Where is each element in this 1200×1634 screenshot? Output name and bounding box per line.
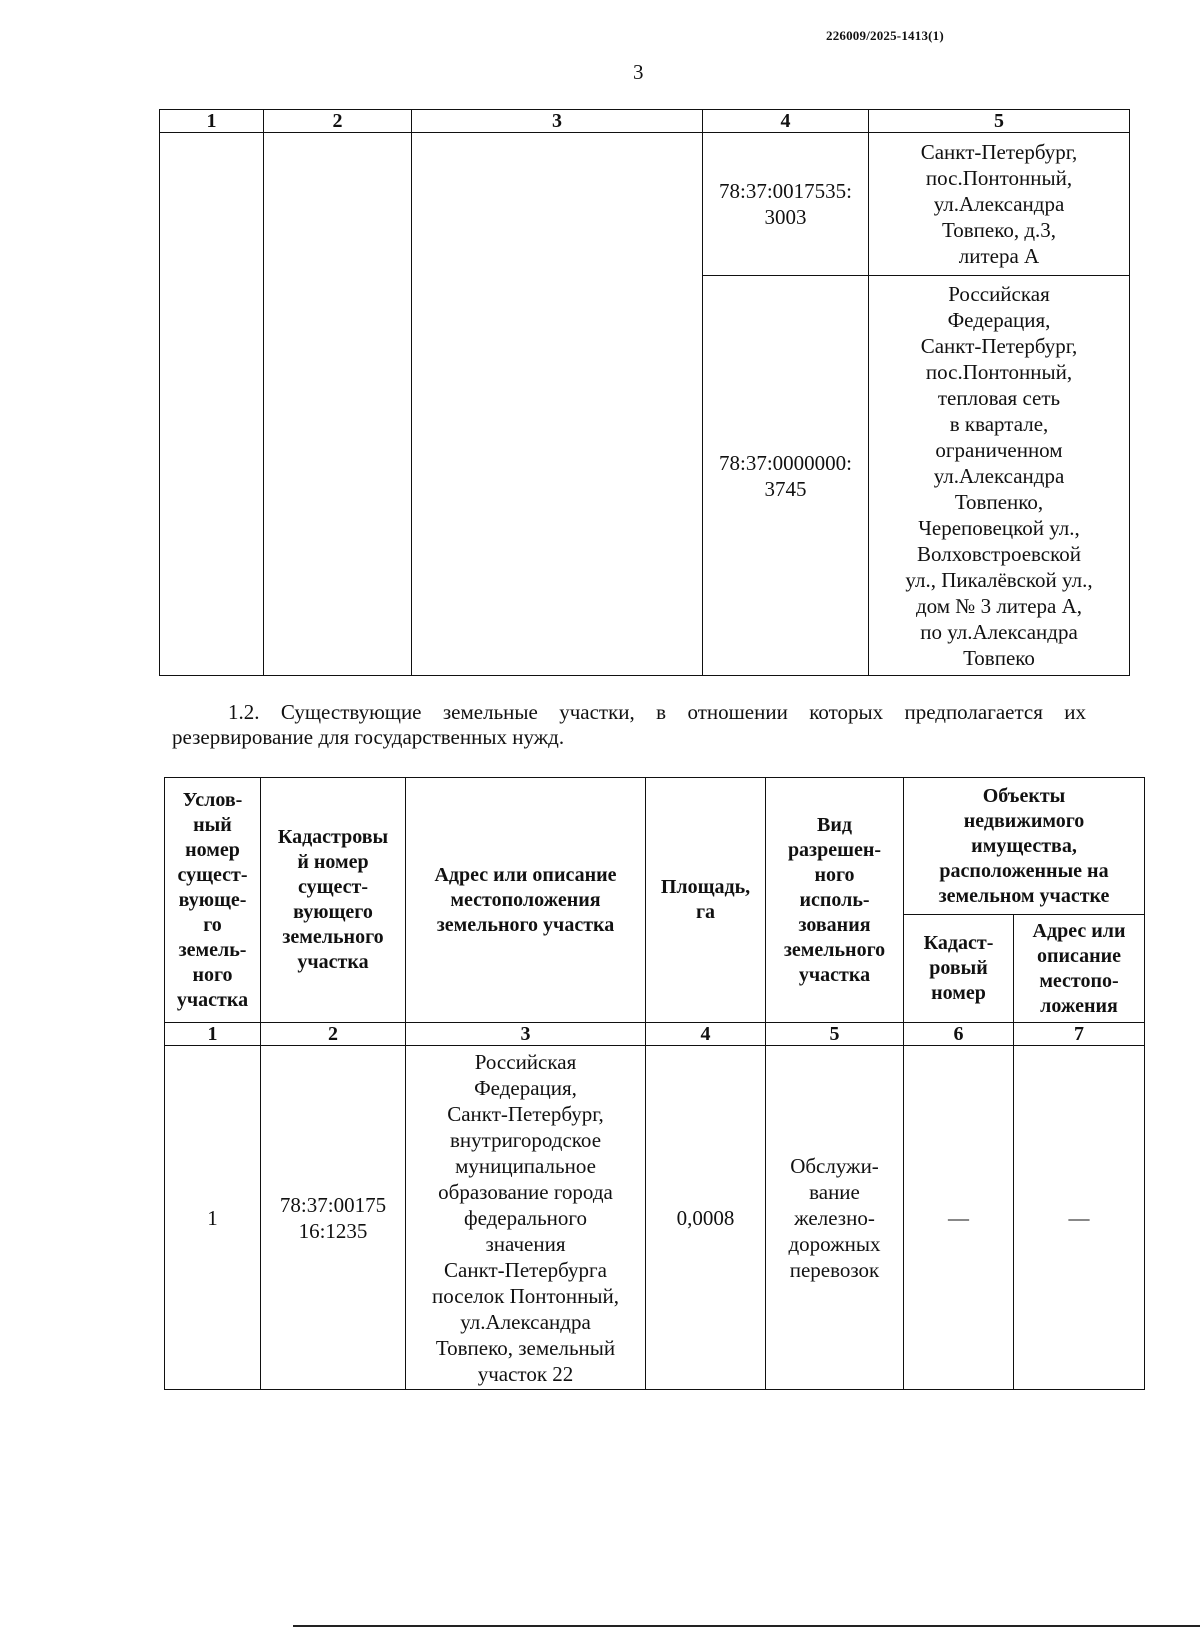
address-cell: Российская Федерация, Санкт-Петербург, пос.Понтонный, тепловая сеть в квартале, ограниченном ул.Александра Товпенко, Череповецкой ул., Волховстроевской ул., Пикалёвской ул., дом № 3 литера А, по ул.Александра Товпеко — [869, 276, 1130, 676]
header-conditional-number: Услов- ный номер сущест- вующе- го земель- ного участка — [165, 778, 261, 1023]
column-number: 4 — [703, 110, 869, 133]
table-row — [160, 133, 1130, 276]
column-number: 6 — [904, 1023, 1014, 1046]
column-number: 1 — [165, 1023, 261, 1046]
table-header-row — [165, 778, 1145, 915]
page-bottom-rule — [293, 1625, 1200, 1627]
table-header-row — [160, 110, 1130, 133]
header-object-cadastral: Кадаст- ровый номер — [904, 915, 1014, 1023]
header-real-estate-objects: Объекты недвижимого имущества, расположенные на земельном участке — [904, 778, 1145, 915]
object-address-cell: — — [1014, 1046, 1145, 1390]
empty-cell — [160, 133, 264, 676]
table-row — [165, 1046, 1145, 1390]
header-object-address: Адрес или описание местопо- ложения — [1014, 915, 1145, 1023]
column-number: 3 — [406, 1023, 646, 1046]
conditional-number-cell: 1 — [165, 1046, 261, 1390]
land-plots-table — [164, 777, 1145, 1390]
header-area: Площадь, га — [646, 778, 766, 1023]
column-number: 1 — [160, 110, 264, 133]
page-number: 3 — [633, 60, 644, 84]
column-number: 2 — [261, 1023, 406, 1046]
column-number: 2 — [264, 110, 412, 133]
column-number: 5 — [869, 110, 1130, 133]
table-number-row — [165, 1023, 1145, 1046]
section-paragraph — [172, 700, 1086, 750]
header-address: Адрес или описание местоположения земельного участка — [406, 778, 646, 1023]
column-number: 4 — [646, 1023, 766, 1046]
cadastral-number-cell: 78:37:0017535: 3003 — [703, 133, 869, 276]
column-number: 7 — [1014, 1023, 1145, 1046]
column-number: 3 — [412, 110, 703, 133]
header-permitted-use: Вид разрешен- ного исполь- зования земельного участка — [766, 778, 904, 1023]
permitted-use-cell: Обслужи- вание железно- дорожных перевозок — [766, 1046, 904, 1390]
cadastral-number-cell: 78:37:00175 16:1235 — [261, 1046, 406, 1390]
object-cadastral-cell: — — [904, 1046, 1014, 1390]
document-number: 226009/2025-1413(1) — [826, 28, 944, 43]
cadastral-number-cell: 78:37:0000000: 3745 — [703, 276, 869, 676]
address-cell: Российская Федерация, Санкт-Петербург, внутригородское муниципальное образование города федерального значения Санкт-Петербурга поселок Понтонный, ул.Александра Товпеко, земельный участок 22 — [406, 1046, 646, 1390]
column-number: 5 — [766, 1023, 904, 1046]
paragraph-text: 1.2. Существующие земельные участки, в отношении которых предполагается их резервирование для государственных нужд. — [172, 700, 1086, 749]
empty-cell — [264, 133, 412, 676]
address-cell: Санкт-Петербург, пос.Понтонный, ул.Александра Товпеко, д.3, литера А — [869, 133, 1130, 276]
empty-cell — [412, 133, 703, 676]
table-continuation — [159, 109, 1130, 676]
area-cell: 0,0008 — [646, 1046, 766, 1390]
header-cadastral-number: Кадастровы й номер сущест- вующего земельного участка — [261, 778, 406, 1023]
